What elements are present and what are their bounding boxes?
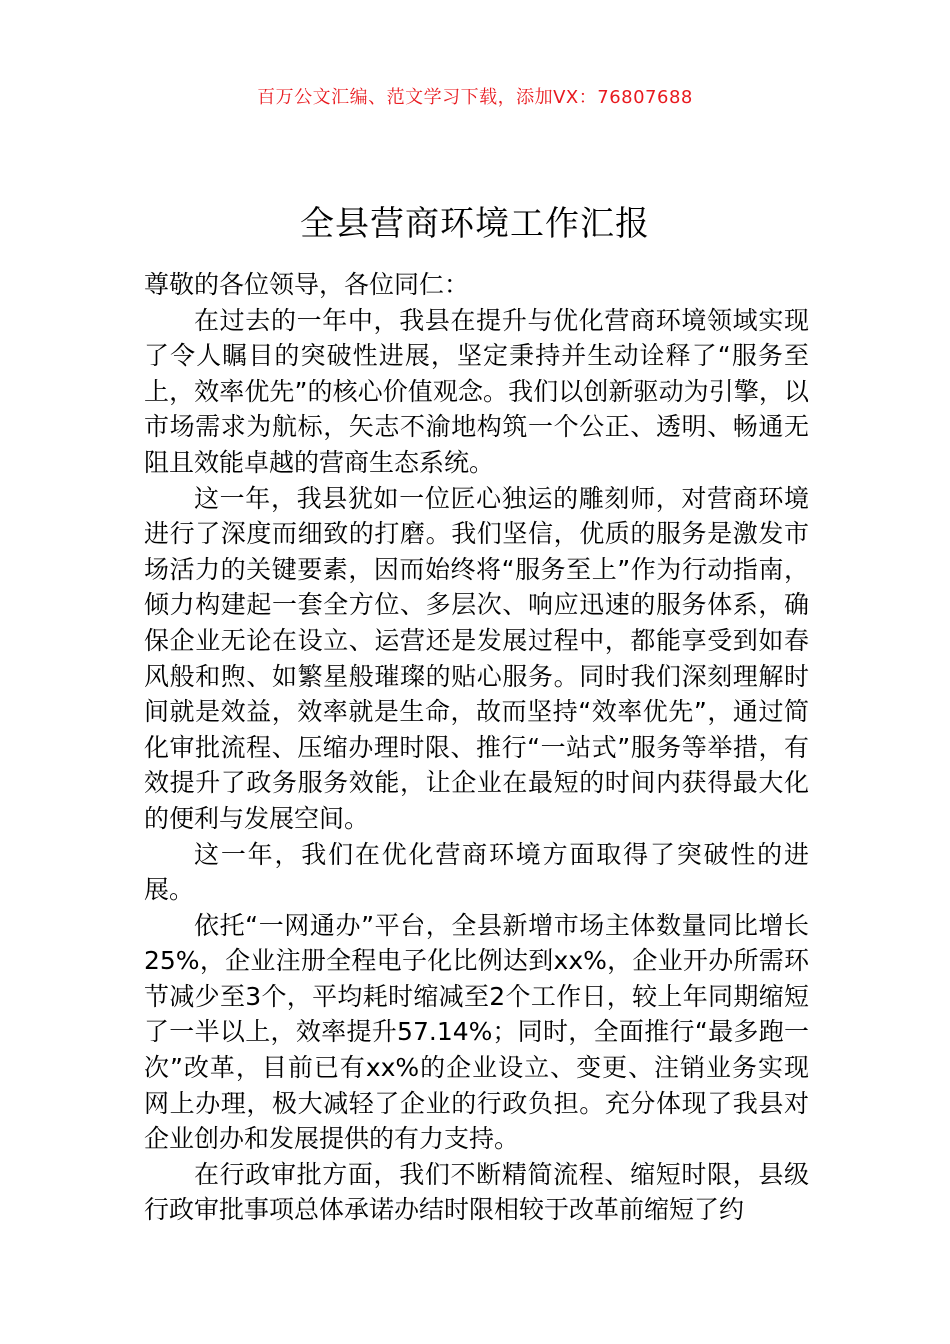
paragraph-intro: 在过去的一年中，我县在提升与优化营商环境领域实现了令人瞩目的突破性进展，坚定秉持并生动诠释了“服务至上，效率优先”的核心价值观念。我们以创新驱动为引擎，以市场需求为航标，矢志不渝地构筑一个公正、透明、畅通无阻且效能卓越的营商生态系统。 bbox=[144, 305, 809, 477]
document-title: 全县营商环境工作汇报 bbox=[300, 203, 650, 244]
header-watermark-note: 百万公文汇编、范文学习下载，添加VX：76807688 bbox=[257, 87, 693, 108]
paragraph-progress: 这一年，我们在优化营商环境方面取得了突破性的进展。 bbox=[144, 839, 809, 905]
salutation: 尊敬的各位领导，各位同仁： bbox=[144, 270, 470, 299]
paragraph-online-platform: 依托“一网通办”平台，全县新增市场主体数量同比增长25%，企业注册全程电子化比例达到xx%，企业开办所需环节减少至3个，平均耗时缩减至2个工作日，较上年同期缩短了一半以上，效率提升57.14%；同时，全面推行“最多跑一次”改革，目前已有xx%的企业设立、变更、注销业务实现网上办理，极大减轻了企业的行政负担。充分体现了我县对企业创办和发展提供的有力支持。 bbox=[144, 910, 809, 1154]
document-body bbox=[144, 267, 809, 1228]
paragraph-approval: 在行政审批方面，我们不断精简流程、缩短时限，县级行政审批事项总体承诺办结时限相较于改革前缩短了约 bbox=[144, 1159, 809, 1225]
paragraph-service: 这一年，我县犹如一位匠心独运的雕刻师，对营商环境进行了深度而细致的打磨。我们坚信，优质的服务是激发市场活力的关键要素，因而始终将“服务至上”作为行动指南，倾力构建起一套全方位、多层次、响应迅速的服务体系，确保企业无论在设立、运营还是发展过程中，都能享受到如春风般和煦、如繁星般璀璨的贴心服务。同时我们深刻理解时间就是效益，效率就是生命，故而坚持“效率优先”，通过简化审批流程、压缩办理时限、推行“一站式”服务等举措，有效提升了政务服务效能，让企业在最短的时间内获得最大化的便利与发展空间。 bbox=[144, 483, 809, 833]
